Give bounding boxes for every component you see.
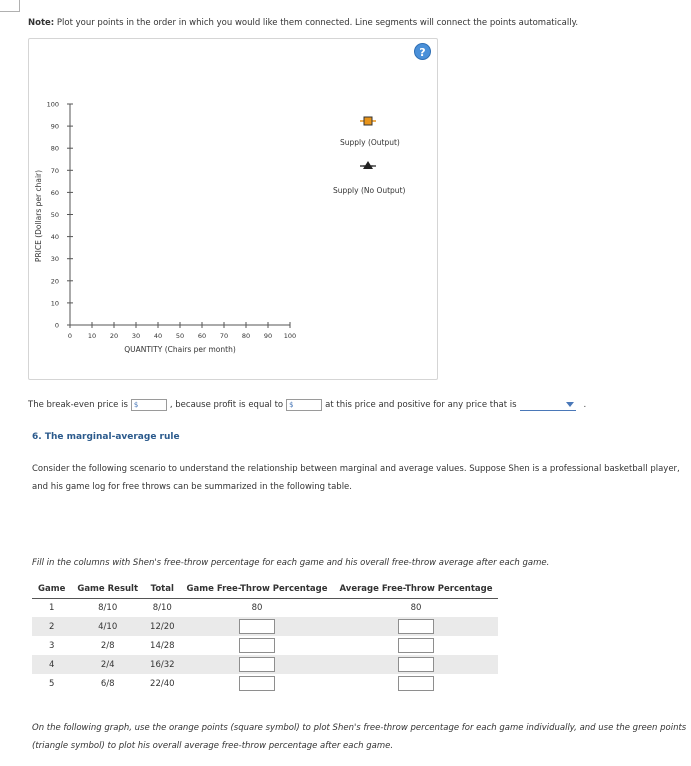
game-cell: 1 [48, 602, 55, 613]
graph-instruction-paragraph: On the following graph, use the orange points (square symbol) to plot Shen's free-throw percentage for each game individually, and use the green points (triangle symbol) to plot his overall average free-throw percentage after each game. [32, 723, 687, 751]
header-game-result: Game Result [71, 580, 144, 598]
result-cell: 2/4 [71, 655, 144, 674]
total-cell: 8/10 [152, 602, 172, 613]
y-tick-label: 60 [50, 188, 59, 197]
x-axis-label: QUANTITY (Chairs per month) [124, 345, 236, 354]
y-tick-label: 100 [46, 100, 59, 109]
total-cell: 12/20 [144, 617, 181, 636]
legend-supply-output: Supply (Output) [340, 138, 400, 147]
breakeven-text-2: , because profit is equal to [169, 400, 284, 410]
x-tick-label: 100 [283, 332, 297, 340]
game-pct-cell [181, 617, 334, 636]
avg-pct-input[interactable] [398, 619, 434, 634]
avg-pct-input[interactable] [398, 676, 434, 691]
profit-input[interactable] [286, 399, 322, 411]
game-pct-input[interactable] [239, 638, 275, 653]
y-tick-label: 30 [50, 255, 59, 264]
avg-pct-cell [334, 655, 499, 674]
x-tick-label: 90 [263, 332, 273, 340]
note-text: Plot your points in the order in which you would like them connected. Line segments will connect the points automatically. [56, 18, 579, 28]
game-pct-cell [181, 636, 334, 655]
result-cell: 4/10 [71, 617, 144, 636]
game-cell: 3 [48, 640, 55, 651]
avg-pct-input[interactable] [398, 638, 434, 653]
orange-square-icon[interactable] [364, 117, 372, 125]
chevron-down-icon[interactable] [566, 402, 574, 407]
x-tick-label: 0 [67, 332, 73, 340]
game-pct-input[interactable] [239, 657, 275, 672]
help-icon[interactable]: ? [414, 43, 431, 60]
header-avg-pct: Average Free-Throw Percentage [334, 580, 499, 598]
y-tick-label: 70 [50, 166, 59, 175]
supply-no-output-tool[interactable] [360, 161, 376, 169]
table-row [32, 617, 498, 636]
note-label: Note: [28, 18, 55, 28]
x-tick-label: 60 [197, 332, 207, 340]
y-tick-label: 40 [50, 233, 59, 242]
game-pct-input[interactable] [239, 676, 275, 691]
result-cell: 2/8 [100, 640, 115, 651]
legend-supply-no-output: Supply (No Output) [333, 186, 406, 195]
x-tick-label: 20 [109, 332, 119, 340]
table-row [32, 636, 498, 655]
table-row [32, 655, 498, 674]
y-tick-label: 10 [50, 299, 59, 308]
breakeven-row [28, 399, 586, 411]
breakeven-text-3: at this price and positive for any price that is [325, 400, 517, 410]
avg-pct-cell: 80 [410, 602, 422, 613]
table-row [32, 674, 498, 693]
breakeven-price-input[interactable] [131, 399, 167, 411]
y-tick-label: 50 [50, 211, 59, 219]
total-cell: 14/28 [150, 640, 175, 651]
x-tick-label: 50 [175, 332, 185, 340]
x-tick-label: 70 [219, 332, 229, 340]
black-triangle-icon[interactable] [363, 161, 373, 169]
y-tick-label: 80 [50, 144, 59, 153]
table-instruction: Fill in the columns with Shen's free-throw percentage for each game and his overall free-throw average after each game. [32, 558, 550, 568]
avg-pct-cell [334, 617, 499, 636]
game-cell: 2 [32, 617, 71, 636]
header-total: Total [144, 580, 181, 598]
free-throw-table [32, 580, 498, 693]
scenario-paragraph: Consider the following scenario to understand the relationship between marginal and average values. Suppose Shen is a professional basketball player, and his game log for free throws can be summarized in the following table. [32, 464, 680, 492]
breakeven-text-4: . [583, 400, 587, 410]
result-cell: 6/8 [100, 678, 115, 689]
y-tick-label: 90 [50, 122, 59, 131]
header-game-pct: Game Free-Throw Percentage [181, 580, 334, 598]
avg-pct-cell [334, 674, 499, 693]
y-tick-label: 0 [54, 321, 59, 330]
game-pct-input[interactable] [239, 619, 275, 634]
price-comparison-dropdown[interactable] [520, 400, 576, 411]
total-cell: 22/40 [150, 678, 175, 689]
total-cell: 16/32 [144, 655, 181, 674]
x-tick-label: 10 [87, 332, 97, 340]
x-tick-label: 80 [241, 332, 251, 340]
supply-output-tool[interactable] [360, 117, 376, 125]
currency-symbol: $ [289, 401, 294, 409]
game-pct-cell [181, 655, 334, 674]
game-pct-cell: 80 [251, 602, 263, 613]
avg-pct-cell [334, 636, 499, 655]
table-row [32, 598, 498, 617]
game-cell: 5 [48, 678, 55, 689]
avg-pct-input[interactable] [398, 657, 434, 672]
x-tick-label: 40 [153, 332, 163, 340]
table-header-row [32, 580, 498, 598]
y-tick-label: 20 [50, 277, 59, 286]
currency-symbol: $ [133, 401, 139, 409]
x-tick-label: 30 [131, 332, 141, 340]
game-pct-cell [181, 674, 334, 693]
y-axis-label: PRICE (Dollars per chair) [34, 169, 43, 263]
header-game: Game [32, 580, 71, 598]
result-cell: 8/10 [98, 602, 118, 613]
section-title: 6. The marginal-average rule [32, 432, 180, 442]
game-cell: 4 [32, 655, 71, 674]
breakeven-text-1: The break-even price is [28, 400, 128, 410]
